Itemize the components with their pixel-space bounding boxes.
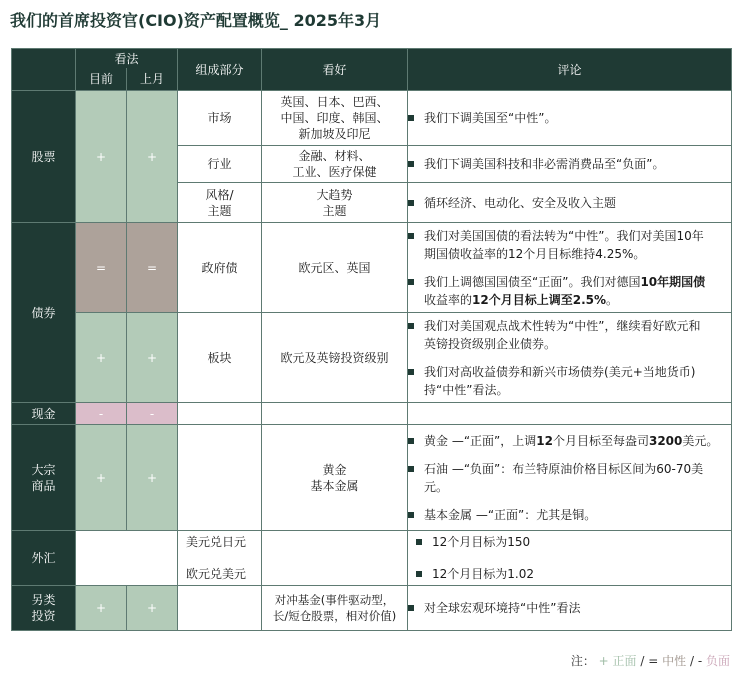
header-favored: 看好 xyxy=(262,49,408,91)
header-view: 看法 xyxy=(76,49,178,68)
component-styles: 风格/ 主题 xyxy=(178,183,262,223)
favored-markets: 英国、日本、巴西、 中国、印度、韩国、 新加坡及印尼 xyxy=(262,91,408,146)
cash-component-empty xyxy=(178,403,262,425)
commodities-current-view: + xyxy=(76,425,127,531)
sector-bonds-current-view: + xyxy=(76,313,127,403)
header-current: 目前 xyxy=(76,68,127,91)
fx-components xyxy=(178,531,262,586)
favored-gov-bonds: 欧元区、英国 xyxy=(262,223,408,313)
cash-current-view: - xyxy=(76,403,127,425)
category-alternatives: 另类 投资 xyxy=(12,586,76,631)
gov-bonds-current-view: = xyxy=(76,223,127,313)
equities-last-view: + xyxy=(127,91,178,223)
favored-commodities: 黄金 基本金属 xyxy=(262,425,408,531)
comment-gov-bonds: 我们对美国国债的看法转为“中性”。我们对美国10年 期国债收益率的12个月目标维持4.25%。 我们上调德国国债至“正面”。我们对德国10年期国债 收益率的12个月目标上调至2.5%。 xyxy=(408,223,732,313)
bullet-icon xyxy=(408,512,414,518)
alternatives-last-view: + xyxy=(127,586,178,631)
header-comment: 评论 xyxy=(408,49,732,91)
comment-sector-bonds: 我们对美国观点战术性转为“中性”，继续看好欧元和 英镑投资级别企业债券。 我们对高收益债券和新兴市场债券(美元+当地货币) 持“中性”看法。 xyxy=(408,313,732,403)
component-sector-bonds: 板块 xyxy=(178,313,262,403)
favored-styles: 大趋势 主题 xyxy=(262,183,408,223)
bullet-icon xyxy=(416,571,422,577)
bullet-icon xyxy=(408,115,414,121)
category-commodities: 大宗 商品 xyxy=(12,425,76,531)
component-usdjpy: 美元兑日元 xyxy=(186,535,247,549)
header-last-month: 上月 xyxy=(127,68,178,91)
equities-current-view: + xyxy=(76,91,127,223)
header-blank xyxy=(12,49,76,91)
cash-last-view: - xyxy=(127,403,178,425)
legend-note: 注： + 正面 / = 中性 / - 负面 xyxy=(570,654,730,668)
category-equities: 股票 xyxy=(12,91,76,223)
component-sectors: 行业 xyxy=(178,146,262,183)
alternatives-current-view: + xyxy=(76,586,127,631)
comment-styles: 循环经济、电动化、安全及收入主题 xyxy=(408,183,732,223)
category-fx: 外汇 xyxy=(12,531,76,586)
bullet-icon xyxy=(416,539,422,545)
cash-favored-empty xyxy=(262,403,408,425)
favored-sectors: 金融、材料、 工业、医疗保健 xyxy=(262,146,408,183)
bullet-icon xyxy=(408,279,414,285)
commodities-last-view: + xyxy=(127,425,178,531)
favored-alternatives: 对冲基金(事件驱动型， 长/短仓股票，相对价值) xyxy=(262,586,408,631)
alternatives-component-empty xyxy=(178,586,262,631)
commodities-component-empty xyxy=(178,425,262,531)
fx-favored-empty xyxy=(262,531,408,586)
comment-markets: 我们下调美国至“中性”。 xyxy=(408,91,732,146)
component-eurusd: 欧元兑美元 xyxy=(186,567,247,581)
comment-sectors: 我们下调美国科技和非必需消费品至“负面”。 xyxy=(408,146,732,183)
category-cash: 现金 xyxy=(12,403,76,425)
comment-alternatives: 对全球宏观环境持“中性”看法 xyxy=(408,586,732,631)
sector-bonds-last-view: + xyxy=(127,313,178,403)
category-bonds: 债券 xyxy=(12,223,76,403)
header-component: 组成部分 xyxy=(178,49,262,91)
bullet-icon xyxy=(408,438,414,444)
bullet-icon xyxy=(408,233,414,239)
comment-commodities: 黄金 —“正面”，上调12个月目标至每盎司3200美元。 石油 —“负面”：布兰特原油价格目标区间为60-70美 元。 基本金属 —“正面”：尤其是铜。 xyxy=(408,425,732,531)
bullet-icon xyxy=(408,323,414,329)
component-markets: 市场 xyxy=(178,91,262,146)
component-gov-bonds: 政府债 xyxy=(178,223,262,313)
bullet-icon xyxy=(408,161,414,167)
fx-comments: 12个月目标为150 12个月目标为1.02 xyxy=(408,531,732,586)
bullet-icon xyxy=(408,466,414,472)
page-title: 我们的首席投资官(CIO)资产配置概览_ 2025年3月 xyxy=(10,11,382,30)
bullet-icon xyxy=(408,200,414,206)
bullet-icon xyxy=(408,369,414,375)
favored-sector-bonds: 欧元及英镑投资级别 xyxy=(262,313,408,403)
bullet-icon xyxy=(408,605,414,611)
cash-comment-empty xyxy=(408,403,732,425)
fx-view-empty xyxy=(76,531,178,586)
gov-bonds-last-view: = xyxy=(127,223,178,313)
allocation-table xyxy=(11,48,732,631)
